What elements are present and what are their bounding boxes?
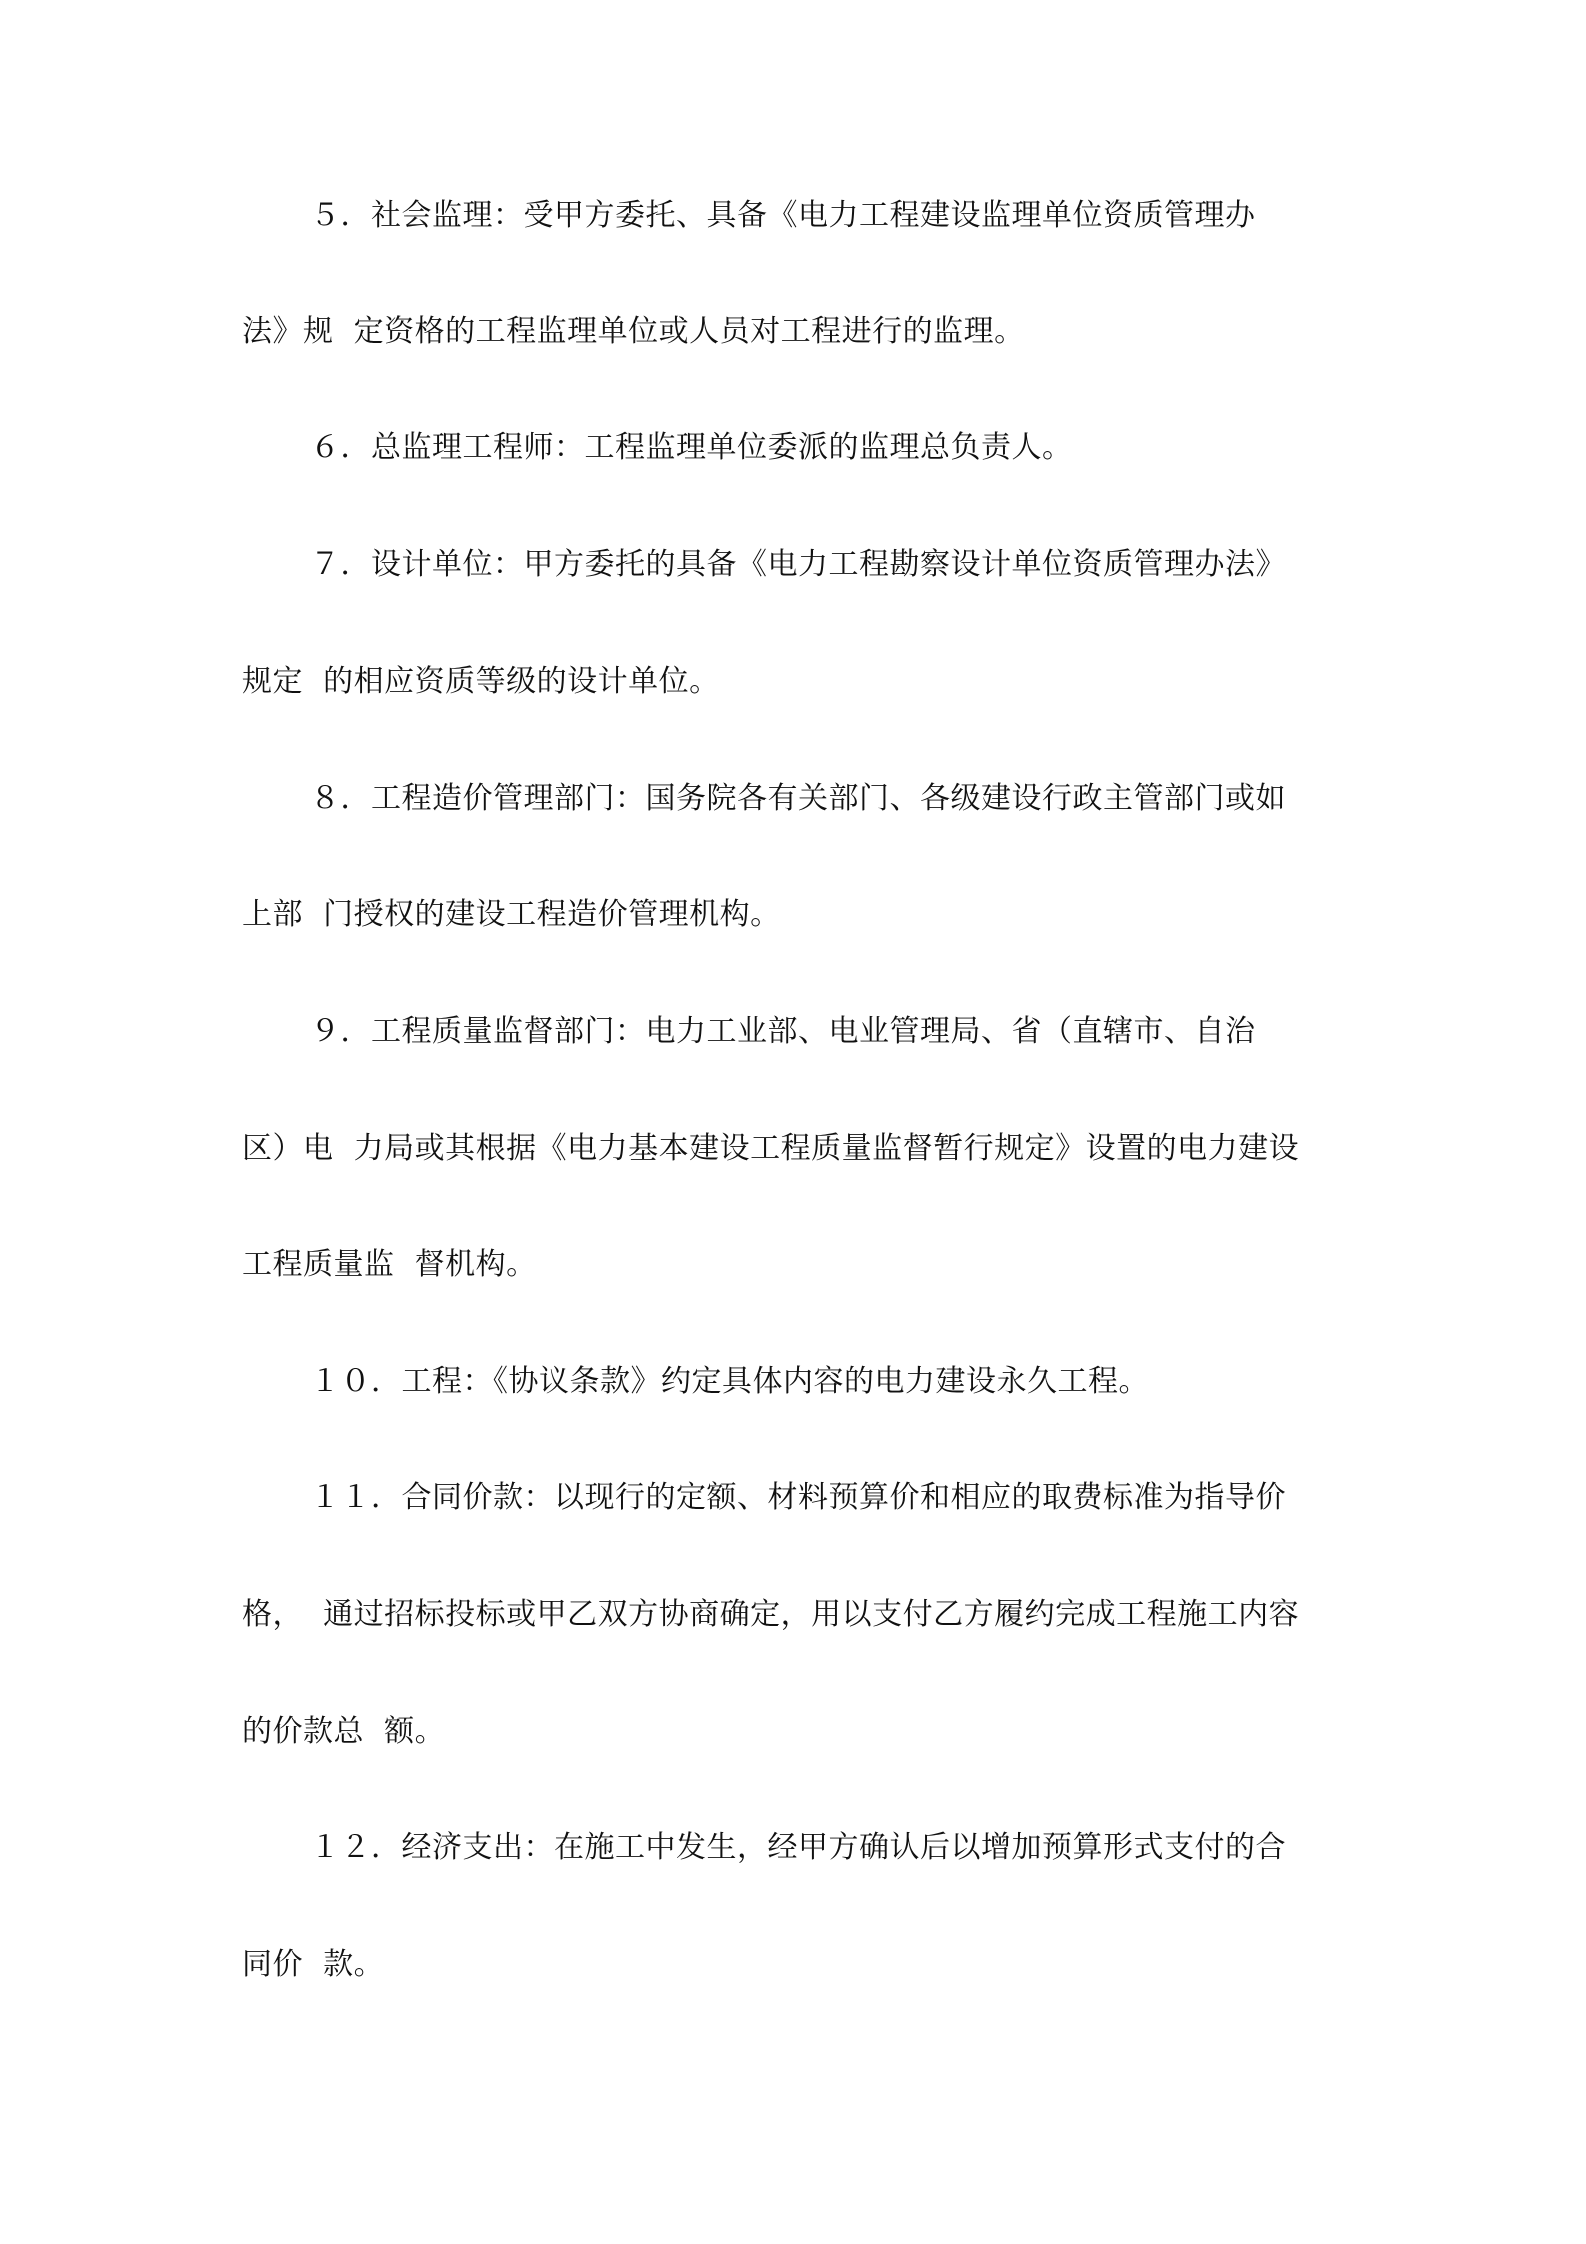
- paragraph-12-line-1: １２．经济支出：在施工中发生，经甲方确认后以增加预算形式支付的合: [310, 1830, 1286, 1865]
- paragraph-5-line-1: ５．社会监理：受甲方委托、具备《电力工程建设监理单位资质管理办: [310, 198, 1256, 233]
- paragraph-7-line-1: ７．设计单位：甲方委托的具备《电力工程勘察设计单位资质管理办法》: [310, 547, 1286, 582]
- paragraph-7-line-2: 规定 的相应资质等级的设计单位。: [242, 664, 720, 699]
- paragraph-9-line-2: 区）电 力局或其根据《电力基本建设工程质量监督暂行规定》设置的电力建设: [242, 1131, 1300, 1166]
- paragraph-11-line-2: 格， 通过招标投标或甲乙双方协商确定，用以支付乙方履约完成工程施工内容: [242, 1597, 1300, 1632]
- paragraph-6-line-1: ６．总监理工程师：工程监理单位委派的监理总负责人。: [310, 430, 1073, 465]
- paragraph-11-line-3: 的价款总 额。: [242, 1714, 446, 1749]
- paragraph-5-line-2: 法》规 定资格的工程监理单位或人员对工程进行的监理。: [242, 314, 1025, 349]
- paragraph-10-line-1: １０．工程：《协议条款》约定具体内容的电力建设永久工程。: [310, 1364, 1149, 1399]
- paragraph-11-line-1: １１．合同价款：以现行的定额、材料预算价和相应的取费标准为指导价: [310, 1480, 1286, 1515]
- paragraph-8-line-2: 上部 门授权的建设工程造价管理机构。: [242, 897, 781, 932]
- paragraph-12-line-2: 同价 款。: [242, 1947, 385, 1982]
- paragraph-9-line-3: 工程质量监 督机构。: [242, 1247, 537, 1282]
- paragraph-8-line-1: ８．工程造价管理部门：国务院各有关部门、各级建设行政主管部门或如: [310, 781, 1286, 816]
- paragraph-9-line-1: ９．工程质量监督部门：电力工业部、电业管理局、省（直辖市、自治: [310, 1014, 1256, 1049]
